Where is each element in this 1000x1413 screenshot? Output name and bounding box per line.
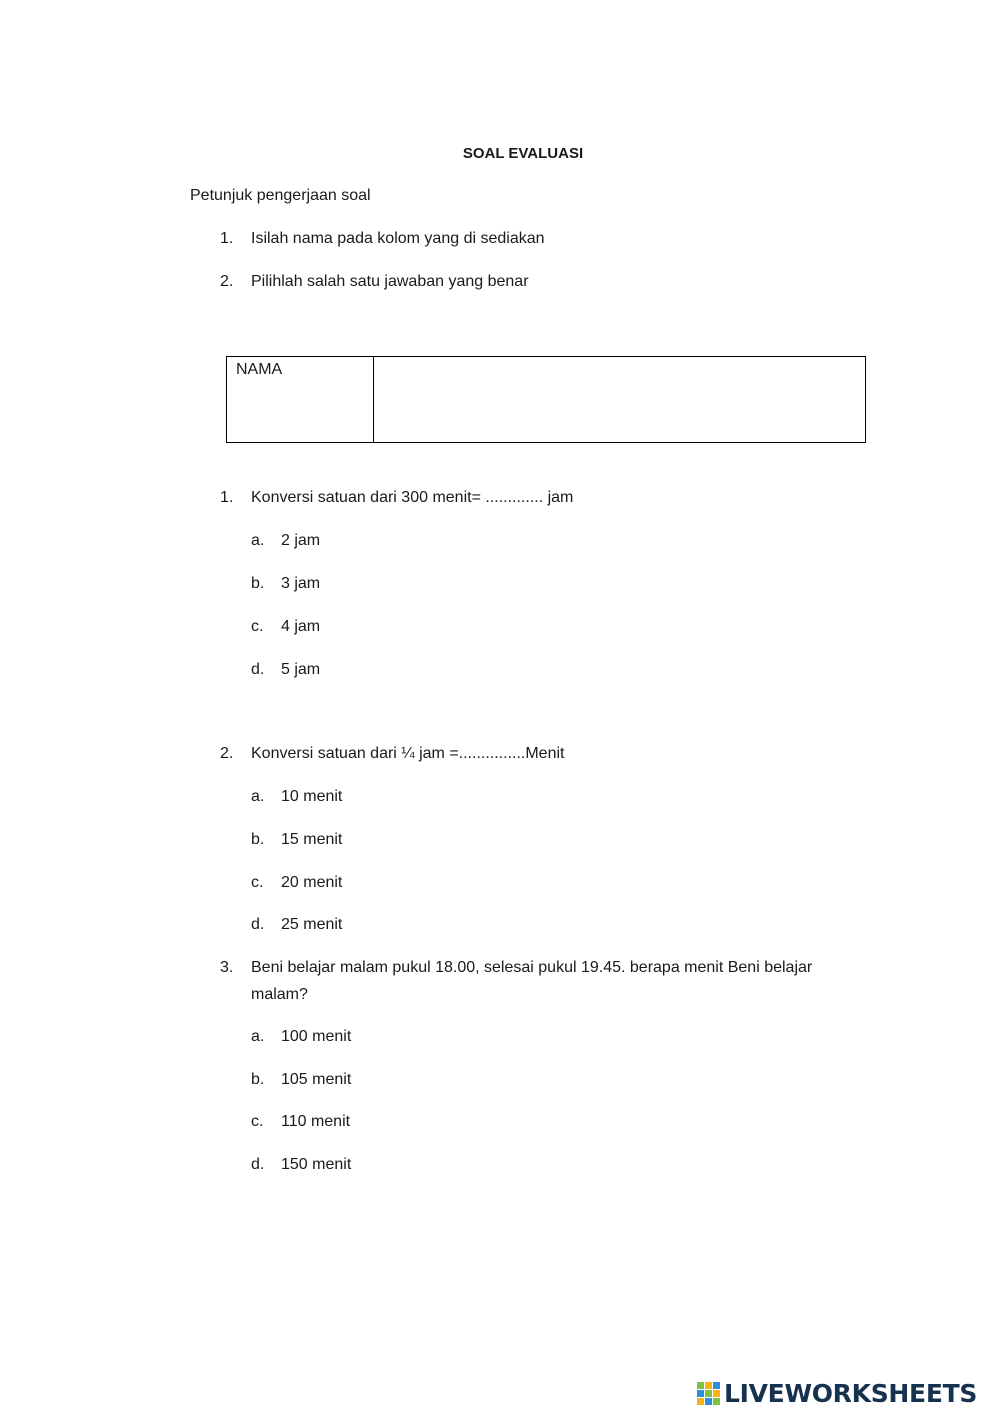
option-text[interactable]: 20 menit	[281, 874, 343, 891]
option-letter: c.	[251, 874, 264, 891]
liveworksheets-watermark	[697, 1378, 977, 1408]
liveworksheets-brand: LIVEWORKSHEETS	[724, 1378, 978, 1408]
option-letter: a.	[251, 532, 265, 549]
option-text[interactable]: 25 menit	[281, 916, 343, 933]
option-letter: a.	[251, 1028, 265, 1045]
question-text: Konversi satuan dari ¼ jam =...............Menit	[251, 745, 565, 762]
name-table	[226, 356, 866, 443]
question-number: 3.	[220, 959, 234, 976]
name-label: NAMA	[236, 361, 283, 378]
question-number: 2.	[220, 745, 234, 762]
instruction-text: Pilihlah salah satu jawaban yang benar	[251, 273, 529, 290]
option-text[interactable]: 105 menit	[281, 1071, 352, 1088]
instructions-heading: Petunjuk pengerjaan soal	[190, 187, 371, 204]
page-title: SOAL EVALUASI	[462, 145, 584, 162]
liveworksheets-logo-icon	[697, 1380, 721, 1406]
name-label-cell	[227, 357, 374, 443]
option-text[interactable]: 5 jam	[281, 661, 321, 678]
option-letter: a.	[251, 788, 265, 805]
option-letter: c.	[251, 1113, 264, 1130]
option-letter: b.	[251, 831, 265, 848]
option-letter: d.	[251, 1156, 265, 1173]
instruction-number: 1.	[220, 230, 234, 247]
question-text: Konversi satuan dari 300 menit= ............. jam	[251, 489, 574, 506]
option-letter: d.	[251, 916, 265, 933]
instruction-text: Isilah nama pada kolom yang di sediakan	[251, 230, 545, 247]
option-text[interactable]: 100 menit	[281, 1028, 352, 1045]
option-text[interactable]: 15 menit	[281, 831, 343, 848]
option-text[interactable]: 150 menit	[281, 1156, 352, 1173]
option-text[interactable]: 3 jam	[281, 575, 321, 592]
option-letter: b.	[251, 575, 265, 592]
option-letter: b.	[251, 1071, 265, 1088]
option-letter: d.	[251, 661, 265, 678]
option-text[interactable]: 110 menit	[281, 1113, 351, 1130]
option-letter: c.	[251, 618, 264, 635]
question-number: 1.	[220, 489, 234, 506]
option-text[interactable]: 4 jam	[281, 618, 321, 635]
option-text[interactable]: 10 menit	[281, 788, 343, 805]
instruction-number: 2.	[220, 273, 234, 290]
name-input-cell[interactable]	[374, 357, 866, 443]
option-text[interactable]: 2 jam	[281, 532, 321, 549]
question-text: Beni belajar malam pukul 18.00, selesai pukul 19.45. berapa menit Beni belajar malam?	[251, 959, 813, 1003]
